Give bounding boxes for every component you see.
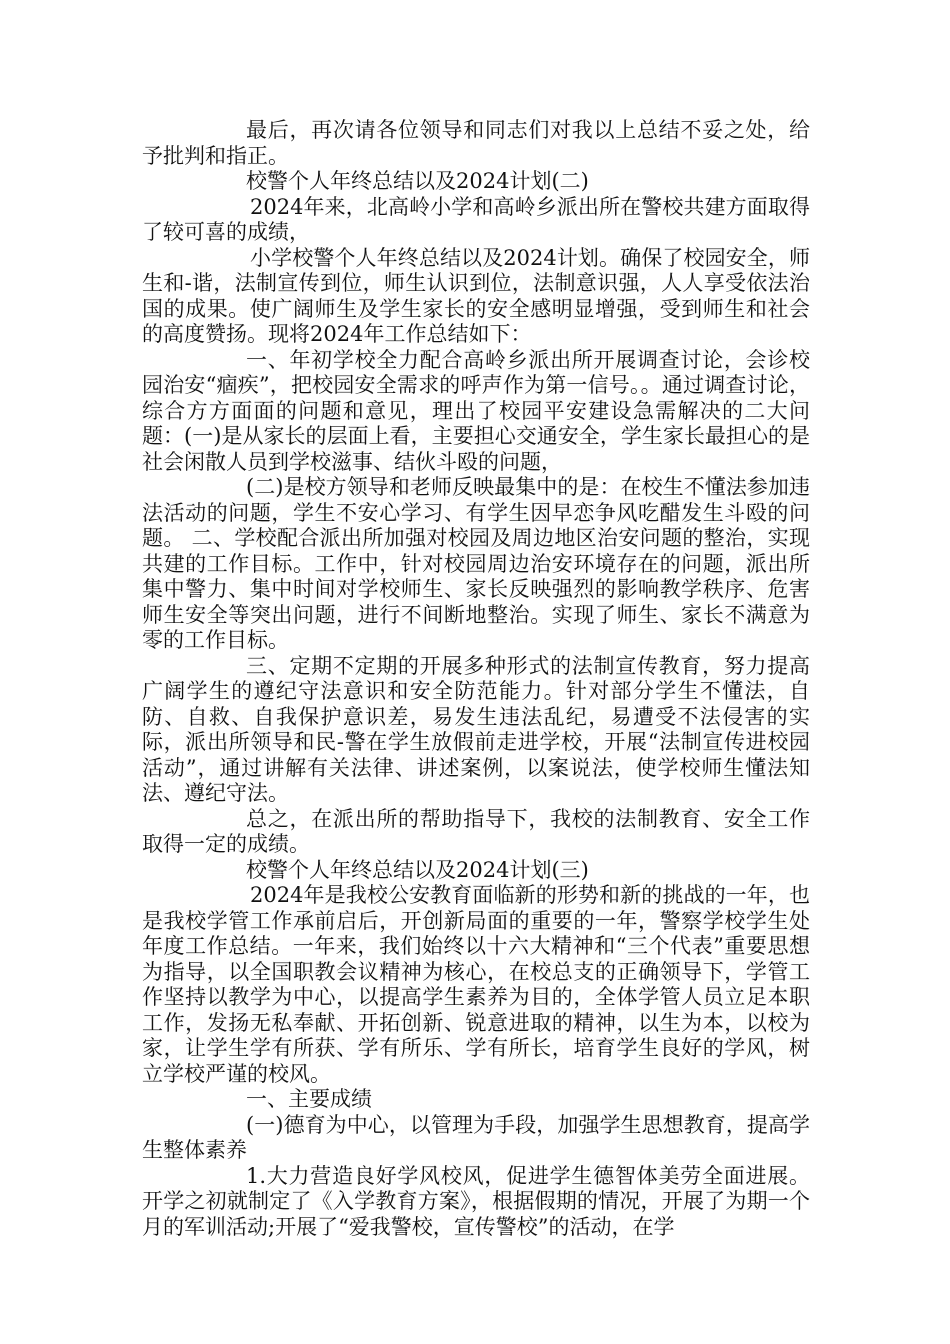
paragraph-conclusion: 总之，在派出所的帮助指导下，我校的法制教育、安全工作取得一定的成绩。 [142,806,810,856]
paragraph-closing-remark: 最后，再次请各位领导和同志们对我以上总结不妥之处，给予批判和指正。 [142,118,810,168]
document-body [142,118,810,1240]
paragraph-point-1: 1.大力营造良好学风校风，促进学生德智体美劳全面进展。开学之初就制定了《入学教育方案》，根据假期的情况，开展了为期一个月的军训活动;开展了“爱我警校，宣传警校”的活动，在学 [142,1163,810,1239]
heading-moral-education: (一)德育为中心，以管理为手段，加强学生思想教育，提高学生整体素养 [142,1112,810,1162]
paragraph-item-three: 三、定期不定期的开展多种形式的法制宣传教育，努力提高广阔学生的遵纪守法意识和安全防范能力。针对部分学生不懂法，自防、自救、自我保护意识差，易发生违法乱纪，易遭受不法侵害的实际，派出所领导和民-警在学生放假前走进学校，开展“法制宣传进校园活动”，通过讲解有关法律、讲述案例，以案说法，使学校师生懂法知法、遵纪守法。 [142,653,810,805]
paragraph-school-police-summary: 小学校警个人年终总结以及2024计划。确保了校园安全，师生和-谐，法制宣传到位，师生认识到位，法制意识强，人人享受依法治国的成果。使广阔师生及学生家长的安全感明显增强，受到师生和社会的高度赞扬。现将2024年工作总结如下： [142,245,810,346]
section-title-2: 校警个人年终总结以及2024计划(二) [246,169,589,193]
paragraph-item-one: 一、年初学校全力配合高岭乡派出所开展调查讨论，会诊校园治安“痼疾”，把校园安全需求的呼声作为第一信号。。通过调查讨论，综合方方面面的问题和意见，理出了校园平安建设急需解决的二大问题：(一)是从家长的层面上看，主要担心交通安全，学生家长最担心的是社会闲散人员到学校滋事、结伙斗殴的问题， [142,347,810,474]
paragraph-item-two: (二)是校方领导和老师反映最集中的是：在校生不懂法参加违法活动的问题，学生不安心学习、有学生因早恋争风吃醋发生斗殴的问题。 二、学校配合派出所加强对校园及周边地区治安问题的整治，实现共建的工作目标。工作中，针对校园周边治安环境存在的问题，派出所集中警力、集中时间对学校师生、家长反映强烈的影响教学秩序、危害师生安全等突出问题，进行不间断地整治。实现了师生、家长不满意为零的工作目标。 [142,475,810,652]
paragraph-year-overview: 2024年是我校公安教育面临新的形势和新的挑战的一年，也是我校学管工作承前启后，开创新局面的重要的一年，警察学校学生处年度工作总结。一年来，我们始终以十六大精神和“三个代表”重要思想为指导，以全国职教会议精神为核心，在校总支的正确领导下，学管工作坚持以教学为中心，以提高学生素养为目的，全体学管人员立足本职工作，发扬无私奉献、开拓创新、锐意进取的精神，以生为本，以校为家，让学生学有所获、学有所乐、学有所长，培育学生良好的学风，树立学校严谨的校风。 [142,883,810,1086]
heading-main-achievements: 一、主要成绩 [246,1087,372,1111]
paragraph-intro-2024: 2024年来，北高岭小学和高岭乡派出所在警校共建方面取得了较可喜的成绩， [142,194,810,244]
section-title-3: 校警个人年终总结以及2024计划(三) [246,857,589,882]
